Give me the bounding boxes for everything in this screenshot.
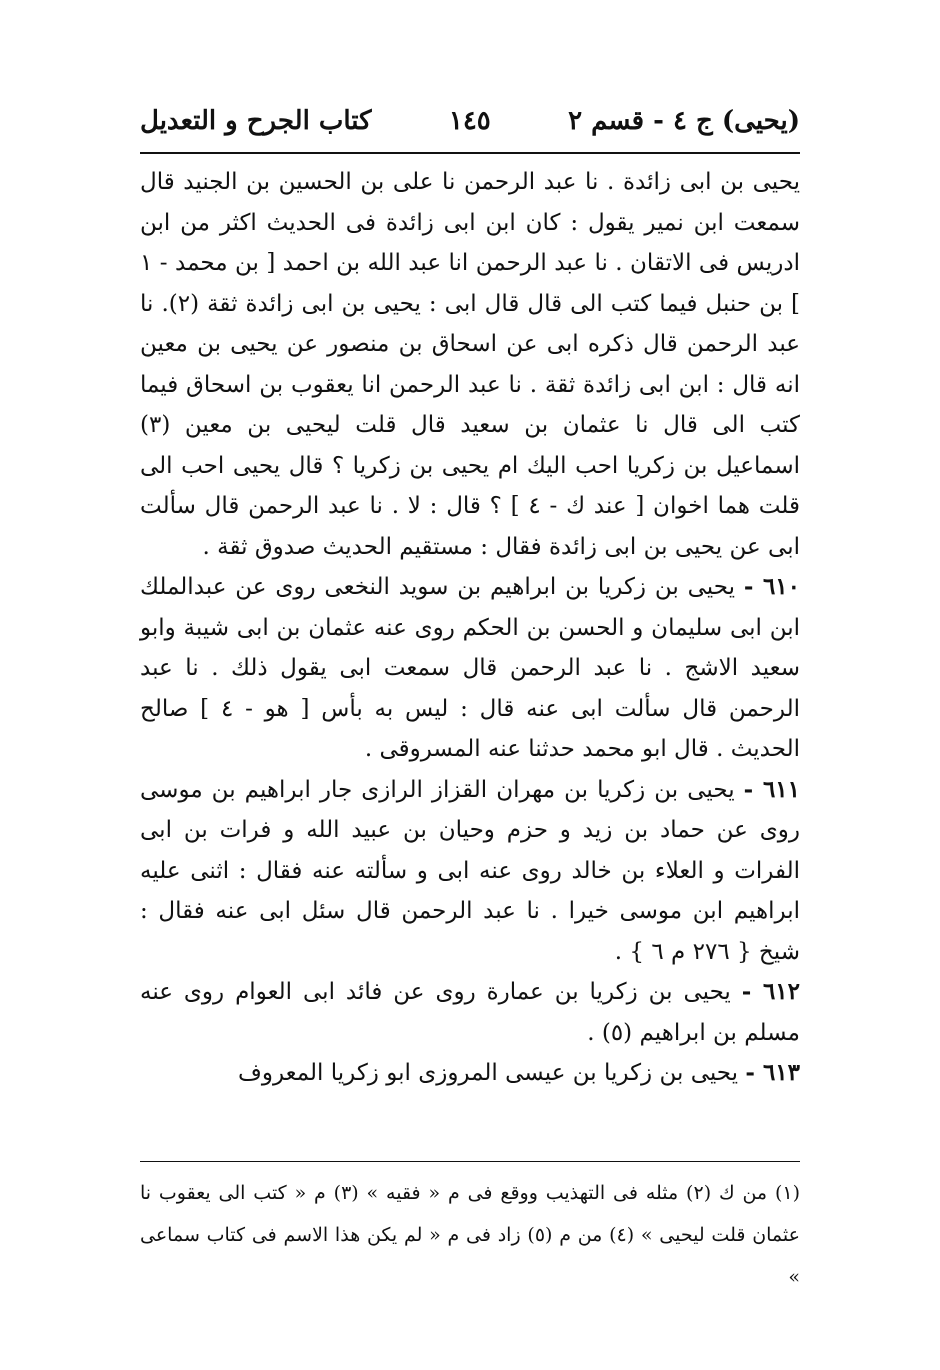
entry-paragraph: [140, 1053, 800, 1094]
entry-paragraph: [140, 162, 800, 567]
entry-number: ٦١٢ -: [741, 978, 800, 1005]
page-number: ١٤٥: [448, 106, 491, 136]
entry-number: ٦١٣ -: [745, 1059, 800, 1086]
entry-text: يحيى بن ابى زائدة . نا عبد الرحمن نا على بن الحسين بن الجنيد قال سمعت ابن نمير يقول : كان ابن ابى زائدة فى الحديث اكثر من ابن ادريس فى الاتقان . نا عبد الرحمن انا عبد الله بن احمد [ بن محمد - ١ ] بن حنبل فيما كتب الى قال قال ابى : يحيى بن ابى زائدة ثقة (٢). نا عبد الرحمن قال ذكره ابى عن اسحاق بن منصور عن يحيى بن معين انه قال : ابن ابى زائدة ثقة . نا عبد الرحمن انا يعقوب بن اسحاق فيما كتب الى قال نا عثمان بن سعيد قال قلت ليحيى بن معين (٣) اسماعيل بن زكريا احب اليك ام يحيى بن زكريا ؟ قال يحيى احب الى قلت هما اخوان [ عند ك - ٤ ] ؟ قال : لا . نا عبد الرحمن قال سألت ابى عن يحيى بن ابى زائدة فقال : مستقيم الحديث صدوق ثقة .: [140, 169, 800, 560]
entry-paragraph: [140, 972, 800, 1053]
book-title: كتاب الجرح و التعديل: [140, 106, 372, 136]
entry-number: ٦١٠ -: [743, 573, 801, 600]
entry-text: يحيى بن زكريا بن عمارة روى عن فائد ابى العوام روى عنه مسلم بن ابراهيم (٥) .: [140, 979, 800, 1046]
entry-text: يحيى بن زكريا بن عيسى المروزى ابو زكريا المعروف: [238, 1060, 739, 1086]
entry-text: يحيى بن زكريا بن مهران القزاز الرازى جار ابراهيم بن موسى روى عن حماد بن زيد و حزم وحيان بن عبيد الله و فرات بن ابى الفرات و العلاء بن خالد روى عنه ابى و سألته عنه فقال : اثنى عليه ابراهيم ابن موسى خيرا . نا عبد الرحمن قال سئل ابى عنه فقال : شيخ { ٢٧٦ م ٦ } .: [140, 776, 800, 965]
entry-paragraph: [140, 770, 800, 973]
footnote-divider: [140, 1161, 800, 1162]
main-text: [140, 162, 800, 1094]
footnotes: [140, 1172, 800, 1298]
entry-number: ٦١١ -: [743, 775, 801, 803]
footnote-text: (١) من ك (٢) مثله فى التهذيب ووقع فى م « فقيه » (٣) م « كتب الى يعقوب نا عثمان قلت ليحيى » (٤) من م (٥) زاد فى م « لم يكن هذا الاسم فى كتاب سماعى »: [140, 1182, 800, 1288]
entry-text: يحيى بن زكريا بن ابراهيم بن سويد النخعى روى عن عبدالملك ابن ابى سليمان و الحسن بن الحكم روى عنه عثمان بن ابى شيبة وابو سعيد الاشج . نا عبد الرحمن قال سمعت ابى يقول ذلك . نا عبد الرحمن قال سألت ابى عنه قال : ليس به بأس [ هو - ٤ ] صالح الحديث . قال ابو محمد حدثنا عنه المسروقى .: [140, 574, 800, 762]
page-header: [140, 96, 800, 146]
section-label: (يحيى) ج ٤ - قسم ٢: [568, 106, 800, 136]
entry-paragraph: [140, 567, 800, 770]
header-divider: [140, 152, 800, 154]
